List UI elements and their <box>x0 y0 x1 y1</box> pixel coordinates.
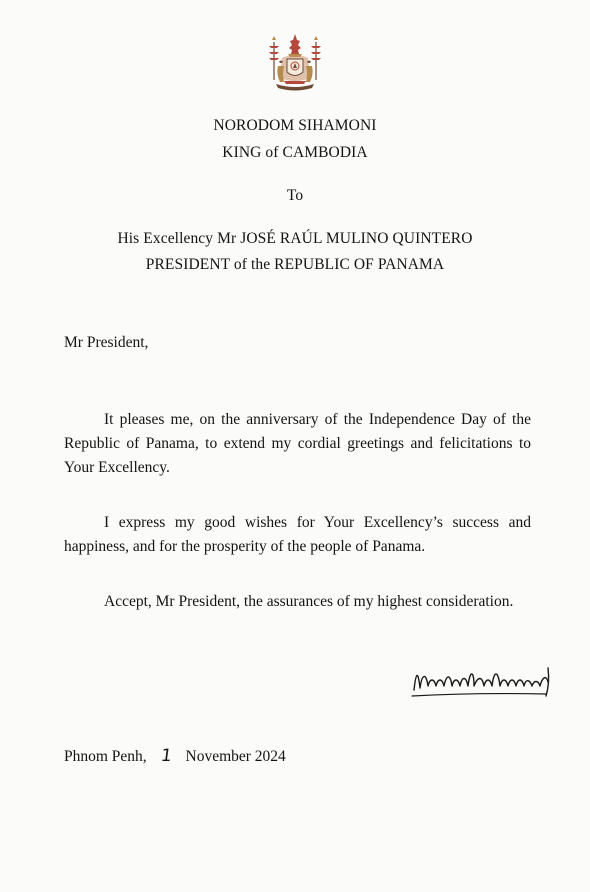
body-paragraph: I express my good wishes for Your Excellency’s success and happiness, and for the prosperity of the people of Panama. <box>64 514 531 555</box>
body-paragraph: It pleases me, on the anniversary of the Independence Day of the Republic of Panama, to extend my cordial greetings and felicitations to Your Excellency. <box>64 411 531 476</box>
handwritten-day: 1 <box>159 746 173 766</box>
body-paragraph: Accept, Mr President, the assurances of my highest consideration. <box>104 593 514 610</box>
handwritten-signature-icon <box>408 660 558 704</box>
place-name: Phnom Penh, <box>64 748 147 765</box>
month-year: November 2024 <box>185 748 286 765</box>
to-label: To <box>286 187 304 204</box>
recipient-title: PRESIDENT of the REPUBLIC OF PANAMA <box>145 256 445 273</box>
sender-name: NORODOM SIHAMONI <box>213 117 377 134</box>
royal-arms-emblem-icon <box>262 32 328 94</box>
place-and-date <box>64 746 286 766</box>
sender-title: KING of CAMBODIA <box>222 144 368 161</box>
salutation: Mr President, <box>64 334 149 351</box>
recipient-name: His Excellency Mr JOSÉ RAÚL MULINO QUINTERO <box>117 230 473 247</box>
